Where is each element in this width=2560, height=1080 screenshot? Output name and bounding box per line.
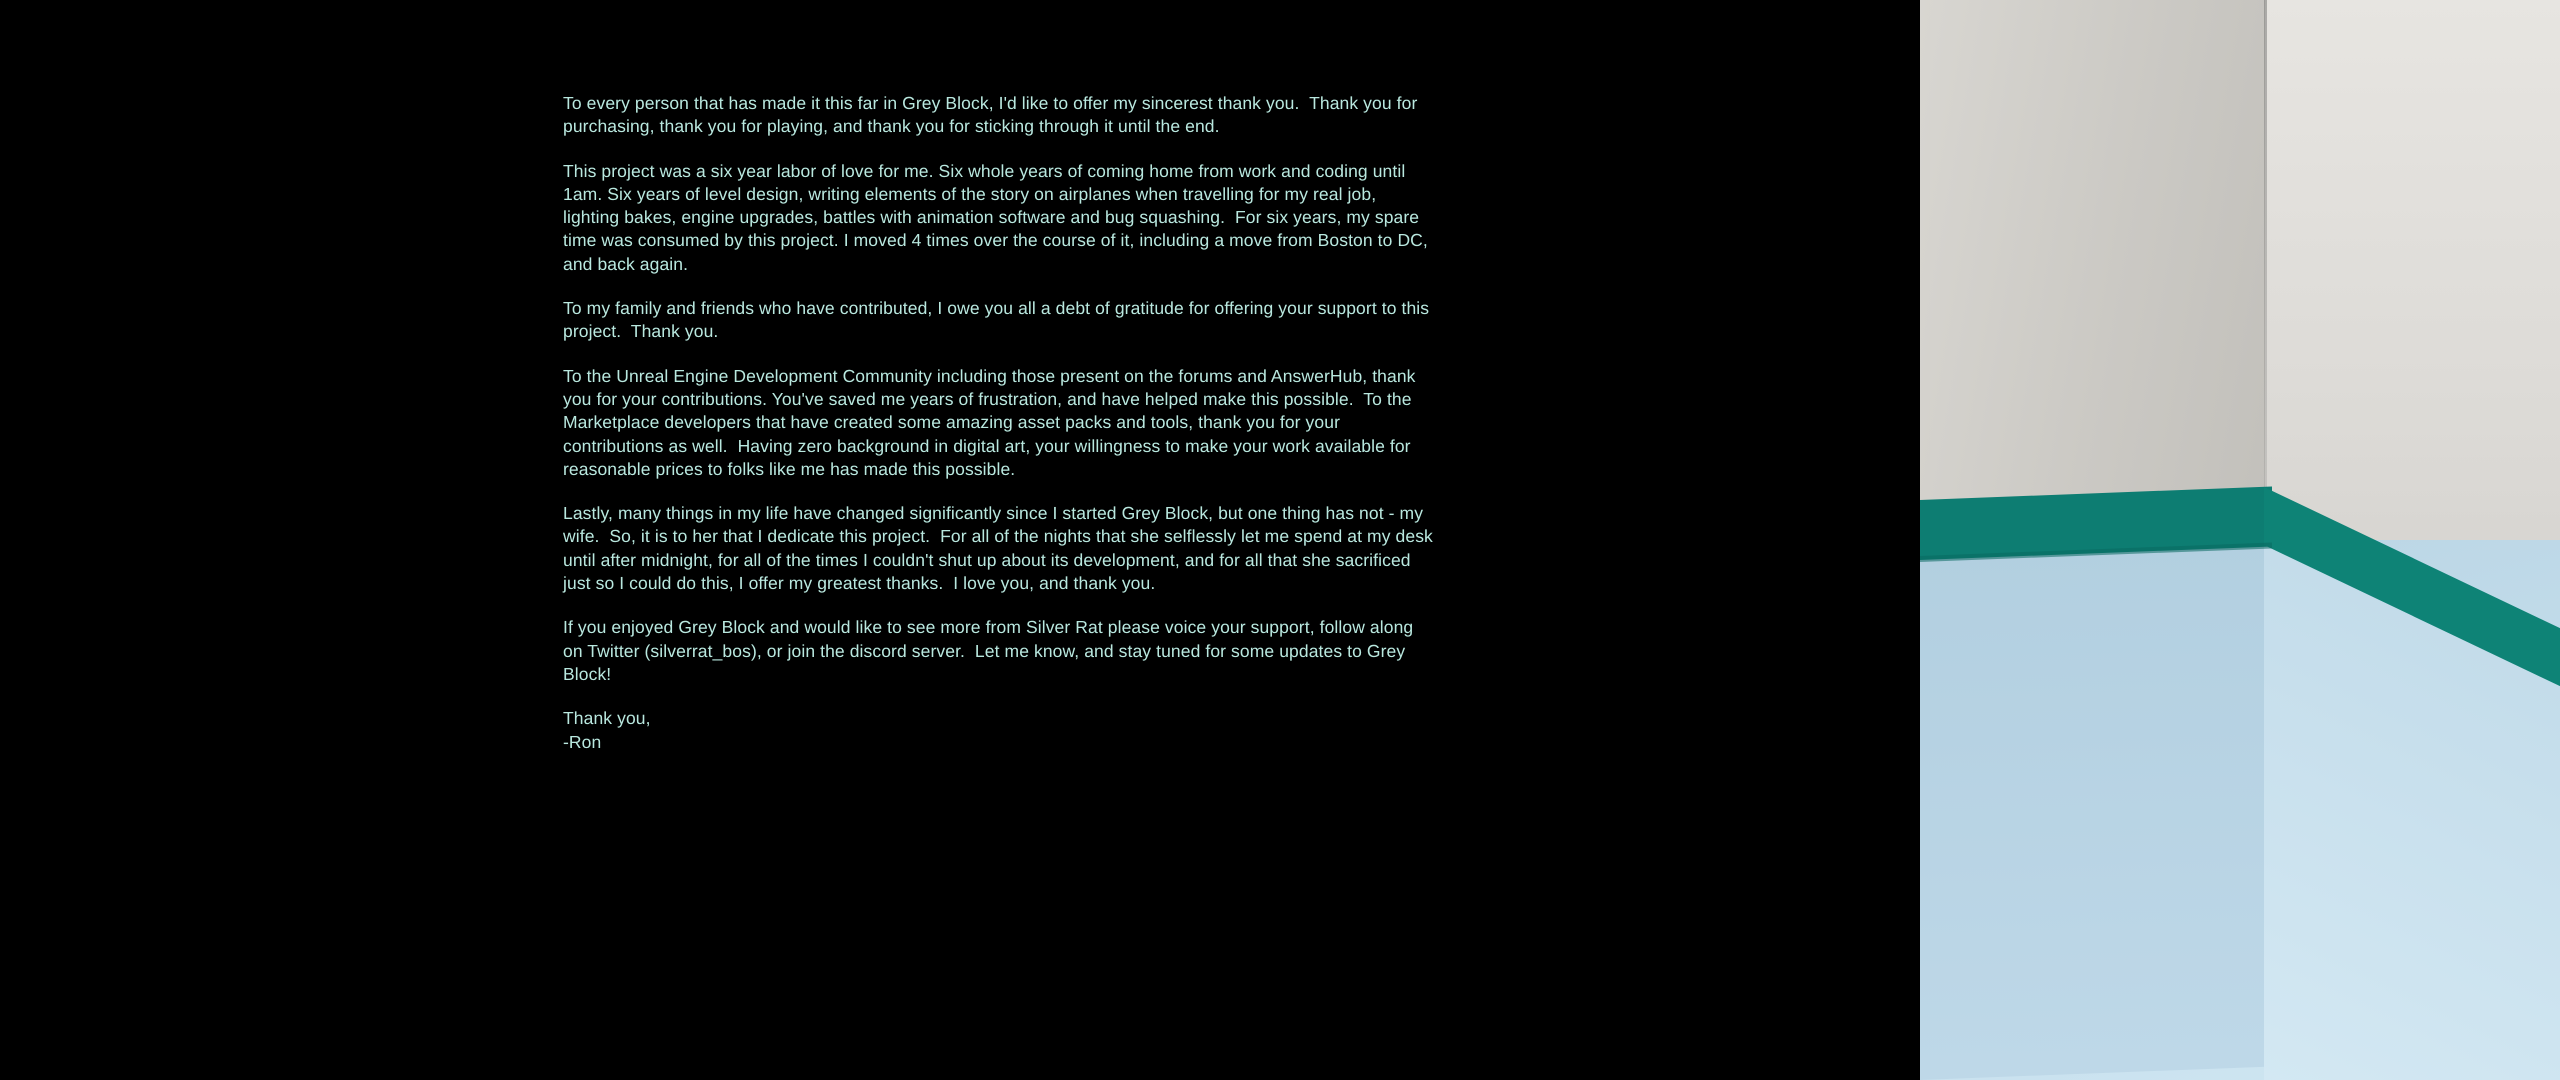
game-3d-scene	[1920, 0, 2560, 1080]
credits-text-block	[563, 92, 1438, 754]
credits-paragraph-1: To every person that has made it this far in Grey Block, I'd like to offer my sincerest thank you. Thank you for purchasing, thank you for playing, and thank you for sticking through it until the end.	[563, 93, 1423, 137]
credits-signature: -Ron	[563, 731, 602, 752]
scene-wall-corner	[2264, 0, 2267, 560]
credits-signoff: Thank you,	[563, 708, 651, 729]
credits-paragraph-4: To the Unreal Engine Development Community including those present on the forums and AnswerHub, thank you for your contributions. You've saved me years of frustration, and have helped make this possible. To the Marketplace developers that have created some amazing asset packs and tools, thank you for your contributions as well. Having zero background in digital art, your willingness to make your work available for reasonable prices to folks like me has made this possible.	[563, 365, 1421, 479]
scene-wall-left	[1920, 0, 2265, 545]
credits-paragraph-5: Lastly, many things in my life have changed significantly since I started Grey Block, but one thing has not - my wife. So, it is to her that I dedicate this project. For all of the nights that she selflessly let me spend at my desk until after midnight, for all of the times I couldn't shut up about its development, and for all that she sacrificed just so I could do this, I offer my greatest thanks. I love you, and thank you.	[563, 503, 1438, 594]
credits-paragraph-3: To my family and friends who have contributed, I owe you all a debt of gratitude for offering your support to this project. Thank you.	[563, 298, 1435, 342]
credits-paragraph-6: If you enjoyed Grey Block and would like to see more from Silver Rat please voice your support, follow along on Twitter (silverrat_bos), or join the discord server. Let me know, and stay tuned for some updates to Grey Block!	[563, 617, 1419, 684]
credits-paragraph-2: This project was a six year labor of love for me. Six whole years of coming home from work and coding until 1am. Six years of level design, writing elements of the story on airplanes when travelling for my real job, lighting bakes, engine upgrades, battles with animation software and bug squashing. For six years, my spare time was consumed by this project. I moved 4 times over the course of it, including a move from Boston to DC, and back again.	[563, 160, 1433, 274]
scene-floor-left	[1920, 532, 2272, 1080]
